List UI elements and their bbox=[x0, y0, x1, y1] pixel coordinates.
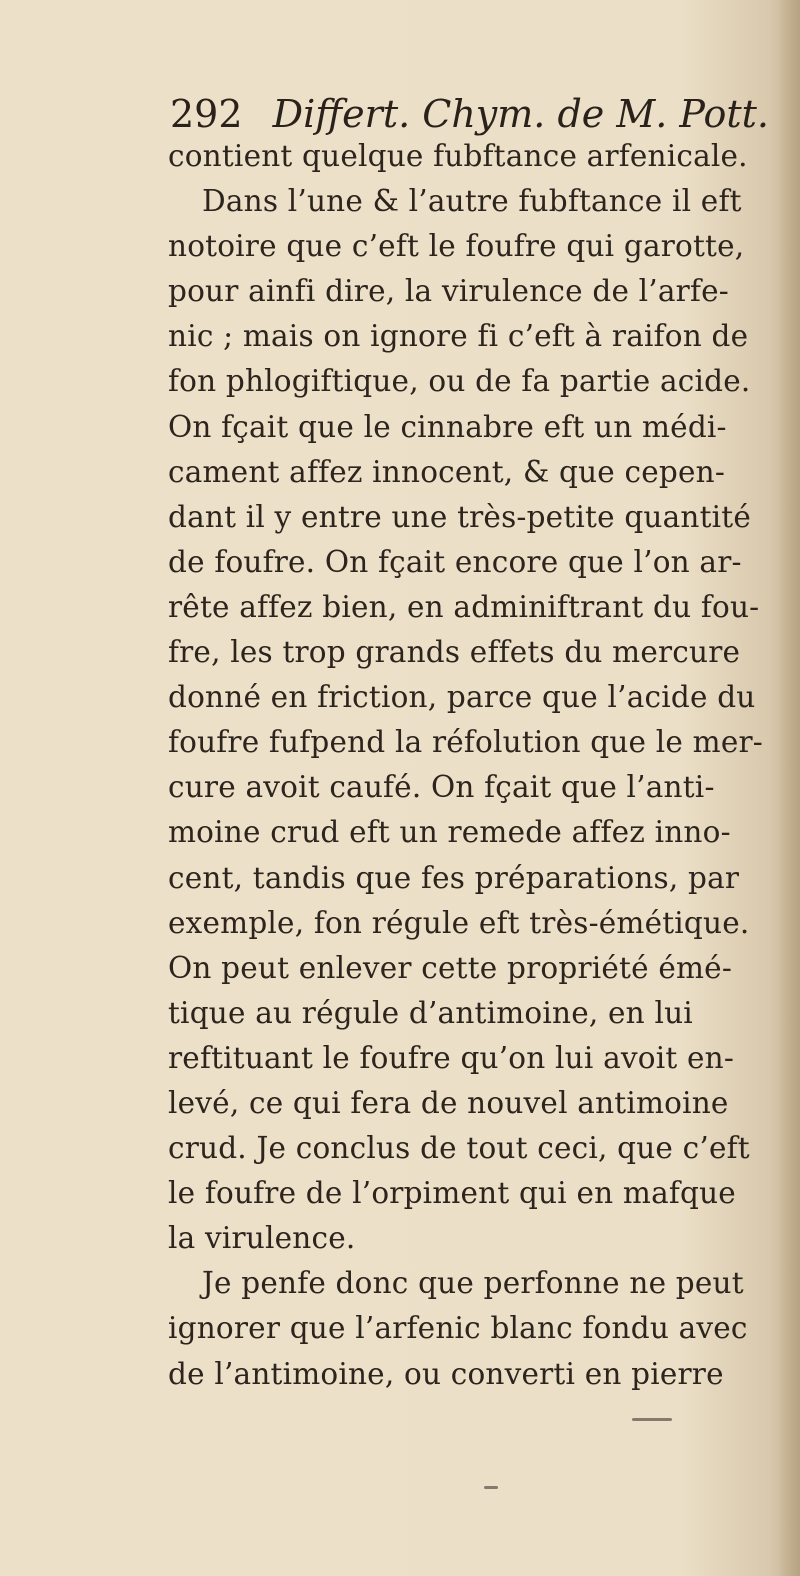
text-line: nic ; mais on ignore fi c’eft à raifon de bbox=[168, 319, 749, 354]
text-line: dant il y entre une très-petite quantité bbox=[168, 499, 751, 534]
text-line: contient quelque fubftance arfenicale. bbox=[168, 139, 748, 173]
text-line: pour ainfi dire, la virulence de l’arfe- bbox=[168, 274, 729, 309]
text-line: cure avoit caufé. On fçait que l’anti- bbox=[168, 770, 715, 805]
text-line: exemple, fon régule eft très-émétique. bbox=[168, 905, 750, 940]
text-line: la virulence. bbox=[168, 1221, 356, 1256]
text-line: foufre fufpend la réfolution que le mer- bbox=[168, 725, 763, 760]
text-line: reftituant le foufre qu’on lui avoit en- bbox=[168, 1040, 734, 1075]
text-line: Je penfe donc que perfonne ne peut bbox=[202, 1266, 744, 1301]
text-line: de l’antimoine, ou converti en pierre bbox=[168, 1356, 724, 1391]
text-line: crud. Je conclus de tout ceci, que c’eft bbox=[168, 1131, 750, 1166]
running-head: Differt. Chym. de M. Pott. bbox=[272, 92, 769, 136]
text-line: fre, les trop grands effets du mercure bbox=[168, 635, 741, 670]
ink-speck bbox=[632, 1418, 672, 1421]
text-line: levé, ce qui fera de nouvel antimoine bbox=[168, 1085, 729, 1120]
body-text bbox=[168, 134, 788, 1397]
text-line: On peut enlever cette propriété émé- bbox=[168, 950, 732, 985]
text-line: moine crud eft un remede affez inno- bbox=[168, 815, 731, 850]
text-line: tique au régule d’antimoine, en lui bbox=[168, 995, 693, 1030]
page-number: 292 bbox=[170, 92, 243, 136]
text-line: cament affez innocent, & que cepen- bbox=[168, 454, 725, 489]
text-line: de foufre. On fçait encore que l’on ar- bbox=[168, 544, 742, 579]
text-line: le foufre de l’orpiment qui en mafque bbox=[168, 1176, 736, 1211]
text-line: fon phlogiftique, ou de fa partie acide. bbox=[168, 364, 751, 399]
text-line: Dans l’une & l’autre fubftance il eft bbox=[202, 184, 742, 219]
text-line: notoire que c’eft le foufre qui garotte, bbox=[168, 229, 745, 264]
ink-speck bbox=[484, 1486, 498, 1489]
text-line: On fçait que le cinnabre eft un médi- bbox=[168, 409, 727, 444]
text-line: donné en friction, parce que l’acide du bbox=[168, 680, 756, 715]
page-header bbox=[170, 92, 769, 136]
text-line: ignorer que l’arfenic blanc fondu avec bbox=[168, 1311, 748, 1346]
text-line: cent, tandis que fes préparations, par bbox=[168, 860, 740, 895]
text-line: rête affez bien, en adminiftrant du fou- bbox=[168, 589, 760, 624]
